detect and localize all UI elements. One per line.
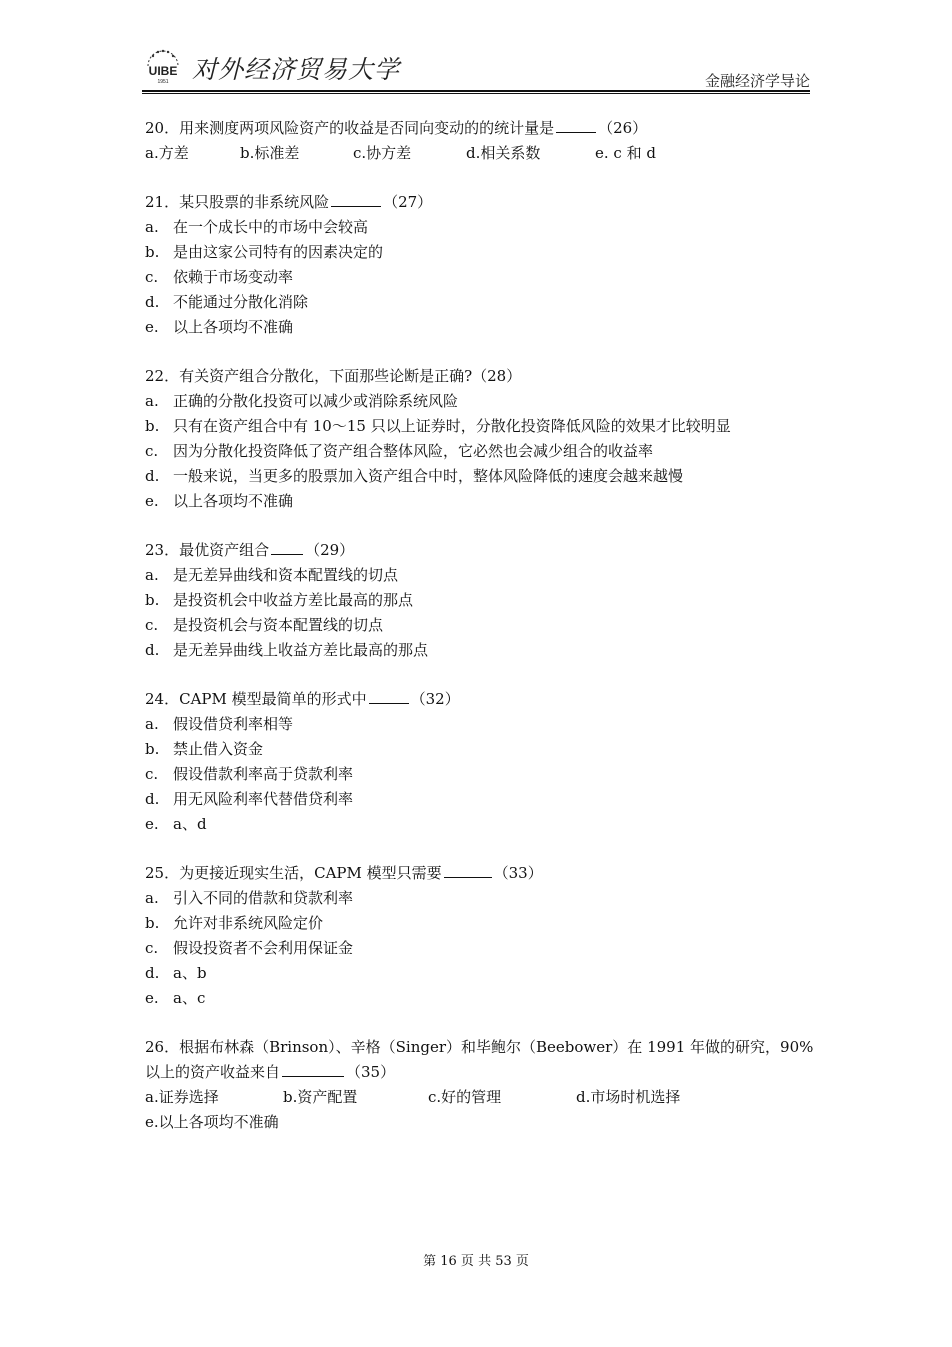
answer-blank — [556, 116, 596, 133]
option-e: e. a、d — [145, 815, 207, 833]
option-a: a. 是无差异曲线和资本配置线的切点 — [145, 566, 399, 584]
answer-blank — [369, 687, 409, 704]
question-stem: 20．用来测度两项风险资产的收益是否同向变动的的统计量是 （26） — [145, 116, 813, 141]
option-c: c.协方差 — [353, 144, 412, 162]
question-21 — [145, 190, 813, 340]
option-a: a.方差 — [145, 144, 189, 162]
university-emblem-icon — [142, 44, 184, 86]
option-c: c. 因为分散化投资降低了资产组合整体风险，它必然也会减少组合的收益率 — [145, 442, 654, 460]
answer-blank — [331, 190, 381, 207]
option-a: a. 引入不同的借款和贷款利率 — [145, 889, 354, 907]
option-row — [145, 1085, 813, 1110]
option-b: b. 禁止借入资金 — [145, 740, 264, 758]
answer-blank — [444, 861, 492, 878]
question-26 — [145, 1035, 813, 1135]
option-b: b. 是由这家公司特有的因素决定的 — [145, 243, 384, 261]
university-logo-text: 对外经济贸易大学 — [192, 55, 401, 84]
answer-blank — [271, 538, 303, 555]
question-stem: 23．最优资产组合 （29） — [145, 538, 813, 563]
question-24 — [145, 687, 813, 837]
question-stem-line-1: 26．根据布林森（Brinson）、辛格（Singer）和毕鲍尔（Beebower）在 1991 年做的研究，90% — [145, 1038, 814, 1056]
option-e: e. 以上各项均不准确 — [145, 318, 294, 336]
question-23 — [145, 538, 813, 663]
question-25 — [145, 861, 813, 1011]
option-c: c. 是投资机会与资本配置线的切点 — [145, 616, 384, 634]
option-a: a.证券选择 — [145, 1088, 219, 1106]
question-20 — [145, 116, 813, 166]
option-b: b. 是投资机会中收益方差比最高的那点 — [145, 591, 414, 609]
question-stem: 25．为更接近现实生活，CAPM 模型只需要 （33） — [145, 861, 813, 886]
page-header — [142, 40, 810, 96]
option-a: a. 正确的分散化投资可以减少或消除系统风险 — [145, 392, 459, 410]
course-title: 金融经济学导论 — [704, 72, 810, 90]
option-d: d. 是无差异曲线上收益方差比最高的那点 — [145, 641, 429, 659]
option-d: d.市场时机选择 — [576, 1088, 681, 1106]
option-b: b.标准差 — [240, 144, 300, 162]
svg-text:1951: 1951 — [157, 79, 169, 85]
question-stem: 21．某只股票的非系统风险 （27） — [145, 190, 813, 215]
question-22 — [145, 364, 813, 514]
option-d: d. 不能通过分散化消除 — [145, 293, 309, 311]
option-e: e. 以上各项均不准确 — [145, 492, 294, 510]
option-b: b. 允许对非系统风险定价 — [145, 914, 324, 932]
header-divider — [142, 90, 810, 94]
option-c: c. 假设借款利率高于贷款利率 — [145, 765, 354, 783]
option-e: e. a、c — [145, 989, 206, 1007]
option-d: d. 一般来说，当更多的股票加入资产组合中时，整体风险降低的速度会越来越慢 — [145, 467, 684, 485]
option-e: e. c 和 d — [595, 144, 656, 162]
question-list — [145, 116, 813, 1159]
option-row — [145, 141, 813, 166]
page-number: 第 16 页 共 53 页 — [423, 1254, 529, 1269]
option-b: b.资产配置 — [283, 1088, 358, 1106]
option-c: c.好的管理 — [428, 1088, 502, 1106]
option-d: d. a、b — [145, 964, 207, 982]
question-stem-line-2: 以上的资产收益来自 （35） — [145, 1060, 813, 1085]
svg-text:UIBE: UIBE — [148, 64, 178, 78]
option-a: a. 假设借贷利率相等 — [145, 715, 294, 733]
option-d: d. 用无风险利率代替借贷利率 — [145, 790, 354, 808]
option-c: c. 依赖于市场变动率 — [145, 268, 294, 286]
answer-blank — [282, 1060, 344, 1077]
option-b: b. 只有在资产组合中有 10～15 只以上证券时，分散化投资降低风险的效果才比较明显 — [145, 417, 731, 435]
option-e: e.以上各项均不准确 — [145, 1113, 279, 1131]
question-stem: 22．有关资产组合分散化，下面那些论断是正确?（28） — [145, 367, 522, 385]
option-c: c. 假设投资者不会利用保证金 — [145, 939, 354, 957]
option-d: d.相关系数 — [466, 144, 541, 162]
option-a: a. 在一个成长中的市场中会较高 — [145, 218, 369, 236]
question-stem: 24．CAPM 模型最简单的形式中 （32） — [145, 687, 813, 712]
